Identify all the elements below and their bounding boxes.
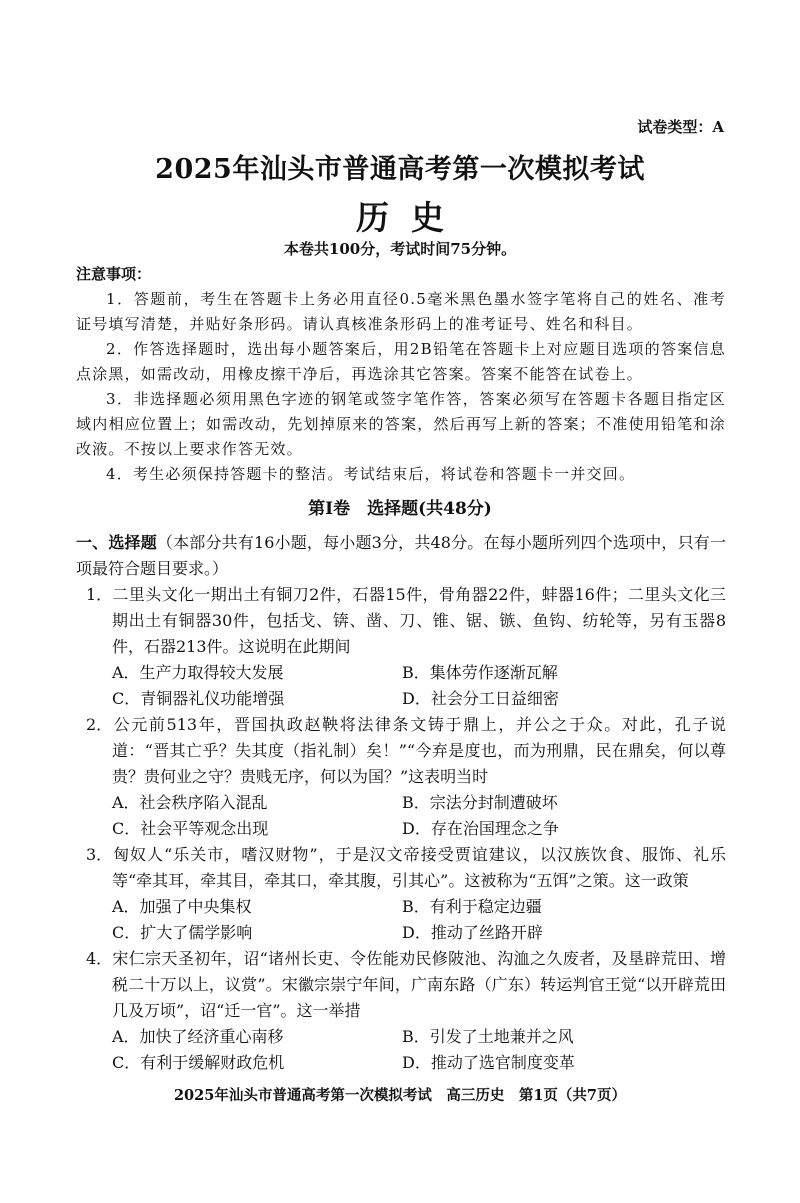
subject-title: 历史 [356, 198, 466, 237]
option-a: A．加强了中央集权 [112, 897, 252, 916]
option-b: B．有利于稳定边疆 [402, 897, 542, 916]
option-d: D．社会分工日益细密 [402, 689, 559, 708]
option-c: C．青铜器礼仪功能增强 [112, 689, 285, 708]
question-number: 3． [86, 845, 113, 864]
option-list [86, 790, 726, 842]
question-stem [86, 946, 726, 1024]
notice-item-3: 3．非选择题必须用黑色字迹的钢笔或签字笔作答，答案必须写在答题卡各题目指定区域内相应位置上；如需改动，先划掉原来的答案，然后再写上新的答案；不准使用铅笔和涂改液。不按以上要求作答无效。 [76, 390, 726, 458]
option-list [86, 660, 726, 712]
option-b: B．集体劳作逐渐瓦解 [402, 663, 558, 682]
question-2 [86, 712, 726, 842]
option-a: A．生产力取得较大发展 [112, 663, 284, 682]
question-1 [86, 582, 726, 712]
paper-type-label: 试卷类型：A [637, 118, 724, 136]
question-list [86, 582, 726, 1076]
exam-info: 本卷共100分，考试时间75分钟。 [283, 240, 517, 258]
option-a: A．社会秩序陷入混乱 [112, 793, 268, 812]
notice-list [76, 287, 726, 487]
option-c: C．社会平等观念出现 [112, 819, 269, 838]
question-number: 2． [86, 715, 113, 734]
question-text: 宋仁宗天圣初年，诏“诸州长吏、令佐能劝民修陂池、沟洫之久废者，及垦辟荒田、增税二十万以上，议赏”。宋徽宗崇宁年间，广南东路（广东）转运判官王觉“以开辟荒田几及万顷”，诏“迁一官”。这一举措 [112, 949, 726, 1020]
question-stem [86, 712, 726, 790]
notice-item-1: 1．答题前，考生在答题卡上务必用直径0.5毫米黑色墨水签字笔将自己的姓名、准考证号填写清楚，并贴好条形码。请认真核准条形码上的准考证号、姓名和科目。 [76, 290, 726, 333]
option-d: D．存在治国理念之争 [402, 819, 559, 838]
part-instructions: （本部分共有16小题，每小题3分，共48分。在每小题所列四个选项中，只有一项最符合题目要求。） [76, 533, 726, 578]
option-b: B．引发了土地兼并之风 [402, 1027, 574, 1046]
option-c: C．扩大了儒学影响 [112, 923, 253, 942]
option-list [86, 894, 726, 946]
question-number: 1． [86, 585, 113, 604]
part-header [76, 530, 726, 582]
notice-item-2: 2．作答选择题时，选出每小题答案后，用2B铅笔在答题卡上对应题目选项的答案信息点涂黑，如需改动，用橡皮擦干净后，再选涂其它答案。答案不能答在试卷上。 [76, 340, 726, 383]
option-list [86, 1024, 726, 1076]
question-3 [86, 842, 726, 946]
page-footer: 2025年汕头市普通高考第一次模拟考试 高三历史 第1页（共7页） [173, 1087, 627, 1104]
option-b: B．宗法分封制遭破坏 [402, 793, 558, 812]
notice-item-4: 4．考生必须保持答题卡的整洁。考试结束后，将试卷和答题卡一并交回。 [106, 465, 636, 483]
exam-title: 2025年汕头市普通高考第一次模拟考试 [155, 154, 645, 185]
option-d: D．推动了丝路开辟 [402, 923, 543, 942]
question-text: 公元前513年，晋国执政赵鞅将法律条文铸于鼎上，并公之于众。对此，孔子说道：“晋其亡乎？失其度（指礼制）矣！”“今弃是度也，而为刑鼎，民在鼎矣，何以尊贵？贵何业之守？贵贱无序，何以为国？”这表明当时 [112, 715, 726, 786]
question-text: 二里头文化一期出土有铜刀2件，石器15件，骨角器22件，蚌器16件；二里头文化三期出土有铜器30件，包括戈、锛、凿、刀、锥、锯、镞、鱼钩、纺轮等，另有玉器8件，石器213件。这说明在此期间 [112, 585, 726, 656]
notice-heading: 注意事项： [76, 265, 152, 283]
question-text: 匈奴人“乐关市，嗜汉财物”，于是汉文帝接受贾谊建议，以汉族饮食、服饰、礼乐等“牵其耳，牵其目，牵其口，牵其腹，引其心”。这被称为“五饵”之策。这一政策 [112, 845, 726, 890]
part-number: 一、 [76, 533, 109, 552]
question-stem [86, 582, 726, 660]
part-name: 选择题 [108, 533, 157, 552]
question-number: 4． [86, 949, 113, 968]
option-a: A．加快了经济重心南移 [112, 1027, 284, 1046]
option-d: D．推动了选官制度变革 [402, 1053, 575, 1072]
section-title: 第Ⅰ卷 选择题(共48分) [308, 499, 492, 519]
option-c: C．有利于缓解财政危机 [112, 1053, 285, 1072]
question-stem [86, 842, 726, 894]
question-4 [86, 946, 726, 1076]
